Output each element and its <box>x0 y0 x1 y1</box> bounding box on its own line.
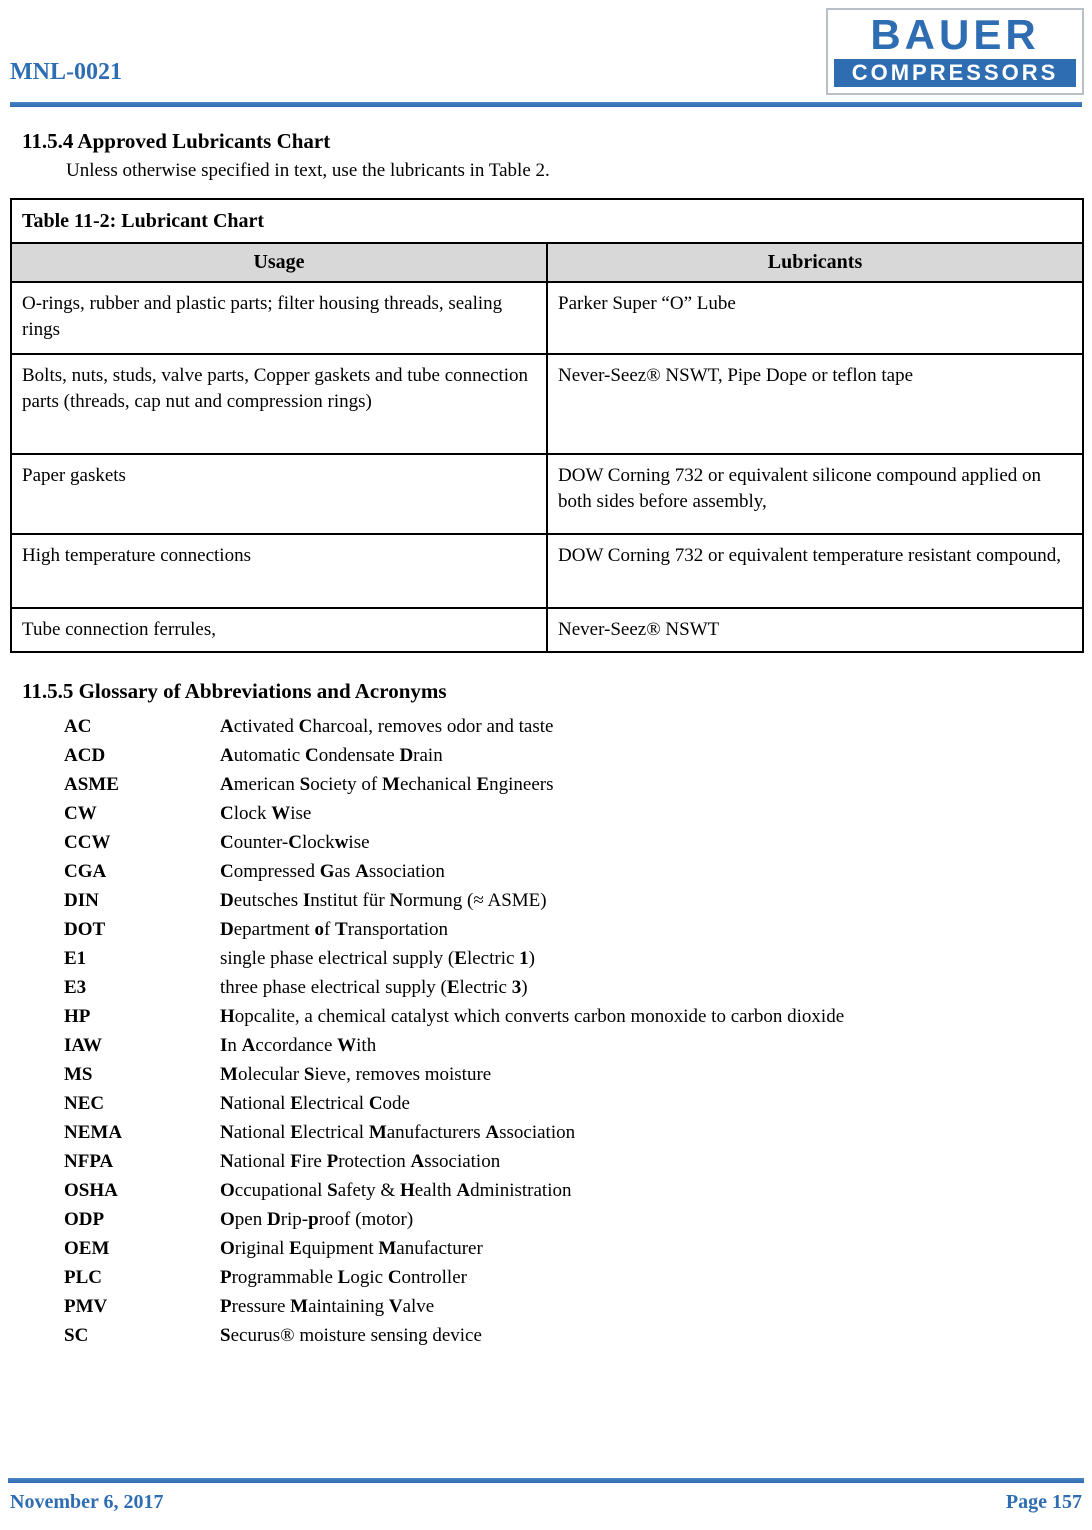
glossary-term: ACD <box>64 745 106 766</box>
glossary-definition: Department of Transportation <box>220 919 448 940</box>
glossary-definition: Hopcalite, a chemical catalyst which converts carbon monoxide to carbon dioxide <box>220 1006 845 1027</box>
glossary-term: OEM <box>64 1238 110 1259</box>
glossary-term: DIN <box>64 890 99 911</box>
glossary-row <box>64 1263 1084 1292</box>
page-header <box>8 0 1084 102</box>
glossary-row <box>64 712 1084 741</box>
glossary-row <box>64 741 1084 770</box>
glossary-row <box>64 770 1084 799</box>
table-cell: Bolts, nuts, studs, valve parts, Copper gaskets and tube connection parts (threads, cap nut and compression rings) <box>11 354 547 454</box>
section-heading-lubricants: 11.5.4 Approved Lubricants Chart <box>22 129 331 153</box>
footer-divider <box>8 1478 1084 1483</box>
glossary-row <box>64 915 1084 944</box>
table-title-row <box>11 199 1083 243</box>
column-header-usage: Usage <box>11 243 547 282</box>
glossary-term: IAW <box>64 1035 103 1056</box>
glossary-row <box>64 1002 1084 1031</box>
table-row <box>11 454 1083 534</box>
glossary-row <box>64 828 1084 857</box>
glossary-term: ASME <box>64 774 119 795</box>
glossary-term: CW <box>64 803 97 824</box>
glossary-row <box>64 1060 1084 1089</box>
glossary-definition: Counter-Clockwise <box>220 832 370 853</box>
glossary-definition: National Fire Protection Association <box>220 1151 501 1172</box>
table-cell: DOW Corning 732 or equivalent temperature resistant compound, <box>547 534 1083 608</box>
table-cell: DOW Corning 732 or equivalent silicone compound applied on both sides before assembly, <box>547 454 1083 534</box>
table-cell: Parker Super “O” Lube <box>547 282 1083 354</box>
glossary-row <box>64 1089 1084 1118</box>
glossary-term: CCW <box>64 832 111 853</box>
glossary-term: NFPA <box>64 1151 114 1172</box>
glossary-row <box>64 1292 1084 1321</box>
glossary-definition: Deutsches Institut für Normung (≈ ASME) <box>220 890 547 911</box>
glossary-definition: Compressed Gas Association <box>220 861 445 882</box>
lubricant-chart-table <box>10 198 1084 653</box>
glossary-term: E1 <box>64 948 87 969</box>
glossary-row <box>64 944 1084 973</box>
glossary-definition: three phase electrical supply (Electric 3) <box>220 977 528 998</box>
glossary-row <box>64 886 1084 915</box>
document-number: MNL-0021 <box>10 59 122 85</box>
table-row <box>11 608 1083 652</box>
glossary-row <box>64 1234 1084 1263</box>
table-cell: Paper gaskets <box>11 454 547 534</box>
footer-date: November 6, 2017 <box>10 1491 164 1513</box>
logo-compressors-text: COMPRESSORS <box>834 59 1076 87</box>
glossary-row <box>64 1176 1084 1205</box>
glossary-row <box>64 857 1084 886</box>
glossary-definition: National Electrical Code <box>220 1093 410 1114</box>
column-header-lubricants: Lubricants <box>547 243 1083 282</box>
lubricant-table-body <box>11 282 1083 652</box>
lubricants-intro-text: Unless otherwise specified in text, use the lubricants in Table 2. <box>66 160 550 181</box>
glossary-definition: Molecular Sieve, removes moisture <box>220 1064 492 1085</box>
glossary-row <box>64 1321 1084 1350</box>
glossary-definition: Original Equipment Manufacturer <box>220 1238 483 1259</box>
glossary-term: CGA <box>64 861 107 882</box>
glossary-row <box>64 1147 1084 1176</box>
glossary-row <box>64 799 1084 828</box>
table-row <box>11 282 1083 354</box>
glossary-list <box>64 712 1084 1350</box>
glossary-term: PMV <box>64 1296 108 1317</box>
table-cell: High temperature connections <box>11 534 547 608</box>
glossary-term: MS <box>64 1064 93 1085</box>
bauer-logo <box>826 8 1084 95</box>
glossary-term: NEC <box>64 1093 105 1114</box>
table-row <box>11 534 1083 608</box>
glossary-definition: American Society of Mechanical Engineers <box>220 774 554 795</box>
glossary-row <box>64 1118 1084 1147</box>
glossary-definition: single phase electrical supply (Electric 1) <box>220 948 535 969</box>
table-cell: O-rings, rubber and plastic parts; filter housing threads, sealing rings <box>11 282 547 354</box>
glossary-definition: Pressure Maintaining Valve <box>220 1296 435 1317</box>
table-cell: Never-Seez® NSWT <box>547 608 1083 652</box>
glossary-term: AC <box>64 716 92 737</box>
glossary-term: OSHA <box>64 1180 118 1201</box>
glossary-definition: Programmable Logic Controller <box>220 1267 467 1288</box>
table-title: Table 11-2: Lubricant Chart <box>11 199 1083 243</box>
logo-bauer-text: BAUER <box>870 11 1040 58</box>
glossary-term: DOT <box>64 919 106 940</box>
glossary-definition: Securus® moisture sensing device <box>220 1325 482 1346</box>
glossary-definition: Activated Charcoal, removes odor and taste <box>220 716 554 737</box>
glossary-definition: Open Drip-proof (motor) <box>220 1209 414 1230</box>
glossary-term: SC <box>64 1325 89 1346</box>
glossary-term: NEMA <box>64 1122 123 1143</box>
page-footer <box>8 1478 1084 1514</box>
footer-page-number: Page 157 <box>1005 1491 1082 1513</box>
table-row <box>11 354 1083 454</box>
glossary-definition: Occupational Safety & Health Administration <box>220 1180 572 1201</box>
section-heading-glossary: 11.5.5 Glossary of Abbreviations and Acronyms <box>22 679 447 703</box>
glossary-term: HP <box>64 1006 91 1027</box>
glossary-definition: Clock Wise <box>220 803 312 824</box>
glossary-term: E3 <box>64 977 87 998</box>
glossary-definition: Automatic Condensate Drain <box>220 745 443 766</box>
glossary-definition: In Accordance With <box>220 1035 377 1056</box>
header-divider <box>10 102 1082 107</box>
glossary-definition: National Electrical Manufacturers Association <box>220 1122 576 1143</box>
glossary-term: PLC <box>64 1267 102 1288</box>
glossary-term: ODP <box>64 1209 105 1230</box>
glossary-row <box>64 1031 1084 1060</box>
table-cell: Tube connection ferrules, <box>11 608 547 652</box>
table-cell: Never-Seez® NSWT, Pipe Dope or teflon tape <box>547 354 1083 454</box>
table-header-row <box>11 243 1083 282</box>
glossary-row <box>64 1205 1084 1234</box>
glossary-row <box>64 973 1084 1002</box>
